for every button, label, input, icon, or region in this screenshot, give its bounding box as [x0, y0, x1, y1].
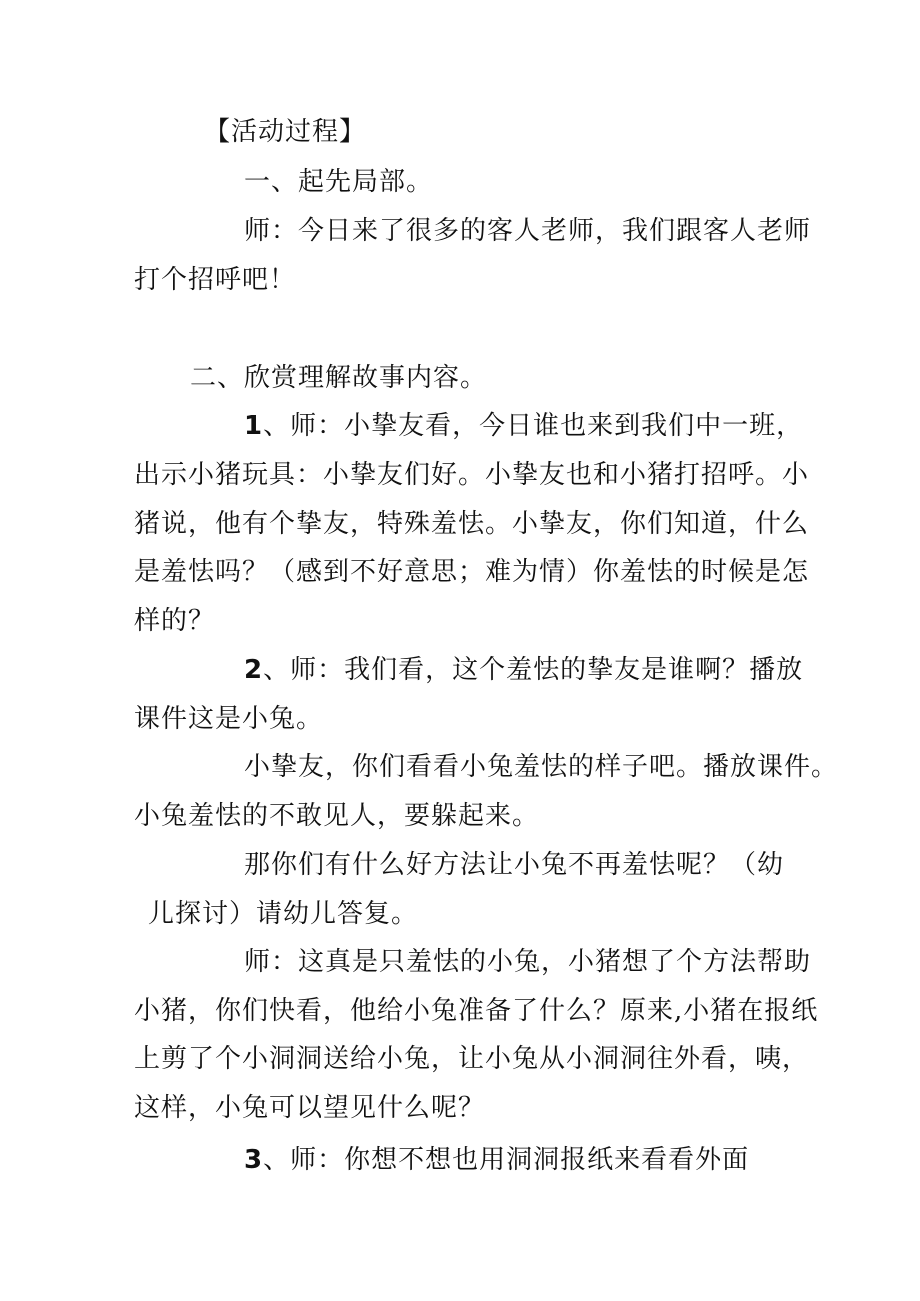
paragraph-line: 课件这是小兔。 [134, 704, 324, 734]
paragraph-line: 儿探讨）请幼儿答复。 [148, 899, 419, 929]
paragraph-line: 小兔羞怯的不敢见人，要躲起来。 [134, 801, 540, 831]
item1-line1 [244, 410, 803, 442]
paragraph-line: 师：今日来了很多的客人老师，我们跟客人老师 [244, 216, 812, 246]
paragraph-line: 小猪，你们快看，他给小兔准备了什么？原来,小猪在报纸 [134, 996, 819, 1026]
item-text: 、师：我们看，这个羞怯的挚友是谁啊？播放 [263, 655, 804, 685]
paragraph-line: 出示小猪玩具：小挚友们好。小挚友也和小猪打招呼。小 [134, 460, 810, 490]
item3-line1 [244, 1144, 749, 1176]
paragraph-line: 猪说，他有个挚友，特殊羞怯。小挚友，你们知道，什么 [134, 509, 810, 539]
paragraph-line: 小挚友，你们看看小兔羞怯的样子吧。播放课件。 [244, 752, 839, 782]
section-heading: 【活动过程】 [204, 117, 367, 147]
paragraph-line: 是羞怯吗？（感到不好意思；难为情）你羞怯的时候是怎 [134, 557, 810, 587]
paragraph-line: 打个招呼吧！ [134, 265, 297, 295]
paragraph-line: 这样，小兔可以望见什么呢？ [134, 1093, 486, 1123]
item-number: 2 [244, 655, 264, 685]
item-number: 3 [244, 1145, 264, 1175]
paragraph-line: 样的？ [134, 606, 216, 636]
section1-title: 一、起先局部。 [244, 167, 434, 197]
paragraph-line: 上剪了个小洞洞送给小兔，让小兔从小洞洞往外看，咦， [134, 1044, 810, 1074]
paragraph-line: 那你们有什么好方法让小兔不再羞怯呢？（幼 [244, 850, 785, 880]
item-text: 、师：你想不想也用洞洞报纸来看看外面 [263, 1145, 750, 1175]
item-text: 、师：小挚友看，今日谁也来到我们中一班， [263, 411, 804, 441]
paragraph-line: 师：这真是只羞怯的小兔，小猪想了个方法帮助 [244, 947, 812, 977]
item-number: 1 [244, 411, 264, 441]
section2-title: 二、欣赏理解故事内容。 [190, 363, 488, 393]
item2-line1 [244, 654, 803, 686]
